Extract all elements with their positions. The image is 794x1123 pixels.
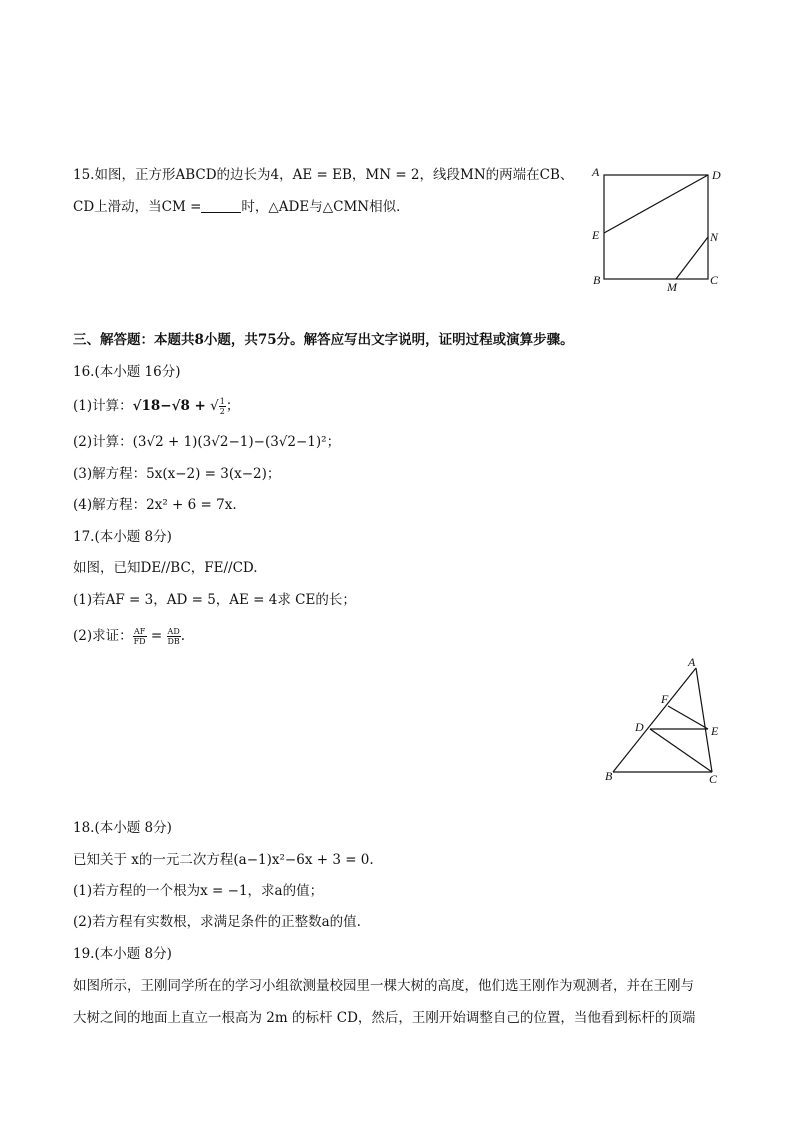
- q17-label-c: C: [709, 772, 718, 786]
- q17-part1: (1)若AF = 3，AD = 5，AE = 4求 CE的长；: [73, 592, 356, 608]
- q16-part1-fraction: [219, 397, 226, 416]
- q17-fraction-ad-db: [167, 627, 181, 646]
- q17-intro: 如图，已知DE//BC，FE//CD.: [73, 560, 258, 576]
- q16-part1-end: ；: [225, 398, 240, 414]
- q15-line2: [73, 197, 410, 217]
- q16-part1-prefix: (1)计算：: [73, 398, 133, 414]
- q17-title: 17.(本小题 8分): [73, 529, 172, 545]
- q18-title: 18.(本小题 8分): [73, 820, 172, 836]
- q17-triangle-figure: [598, 652, 728, 787]
- q19-title: 19.(本小题 8分): [73, 946, 172, 962]
- q15-label-a: A: [592, 165, 600, 179]
- q15-line2-prefix: CD上滑动，当CM =: [73, 199, 202, 215]
- q19-line1: 如图所示，王刚同学所在的学习小组欲测量校园里一棵大树的高度，他们选王刚作为观测者，并在王刚与: [73, 978, 694, 994]
- q17-frac2-den: DB: [167, 637, 180, 646]
- q17-part2-prefix: (2)求证：: [73, 628, 133, 644]
- q18-part2: (2)若方程有实数根，求满足条件的正整数a的值.: [73, 914, 361, 930]
- q17-label-e: E: [711, 724, 719, 738]
- q16-part1: (1)计算：√18−√8 + √ $\frac{1}{2}$ ；: [73, 397, 240, 416]
- q16-title: 16.(本小题 16分): [73, 364, 181, 380]
- q15-label-e: E: [592, 228, 600, 242]
- q15-label-b: B: [593, 273, 601, 287]
- q16-part1-expr: √18−√8 +: [132, 398, 206, 414]
- q15-label-n: N: [710, 230, 719, 244]
- q17-frac1-den: FD: [133, 637, 146, 646]
- q18-part1: (1)若方程的一个根为x = −1，求a的值；: [73, 883, 324, 899]
- q17-label-f: F: [661, 692, 669, 706]
- q17-frac2-num: AD: [167, 627, 180, 636]
- q15-label-d: D: [712, 168, 721, 182]
- q16-part4: (4)解方程：2x² + 6 = 7x.: [73, 497, 237, 513]
- q17-frac1-num: AF: [133, 627, 146, 636]
- q17-label-b: B: [605, 769, 613, 783]
- q19-line2: 大树之间的地面上直立一根高为 2m 的标杆 CD，然后，王刚开始调整自己的位置，当他看到标杆的顶端: [73, 1010, 696, 1026]
- q16-frac-den: 2: [219, 407, 225, 416]
- q15-line1: 15.如图，正方形ABCD的边长为4，AE = EB，MN = 2，线段MN的两端在CB、: [73, 167, 574, 183]
- q16-part3: (3)解方程：5x(x−2) = 3(x−2)；: [73, 466, 281, 482]
- q17-label-d: D: [635, 720, 644, 734]
- q16-part2: (2)计算：(3√2 + 1)(3√2−1)−(3√2−1)²；: [73, 434, 341, 450]
- q17-part2: (2)求证： $\frac{AF}{FD}$ = $\frac{AD}{DB}$ .: [73, 627, 186, 646]
- q15-label-c: C: [710, 273, 719, 287]
- section3-heading: 三、解答题：本题共8小题，共75分。解答应写出文字说明，证明过程或演算步骤。: [73, 332, 574, 348]
- q17-label-a: A: [688, 655, 696, 669]
- q15-label-m: M: [667, 280, 677, 294]
- q15-square-figure: [585, 160, 730, 295]
- q16-frac-num: 1: [219, 397, 225, 406]
- q15-line2-suffix: 时，△ADE与△CMN相似．: [241, 199, 410, 215]
- q18-intro: 已知关于 x的一元二次方程(a−1)x²−6x + 3 = 0.: [73, 852, 374, 868]
- q17-fraction-af-fd: [133, 627, 147, 646]
- q15-answer-blank: [201, 198, 241, 213]
